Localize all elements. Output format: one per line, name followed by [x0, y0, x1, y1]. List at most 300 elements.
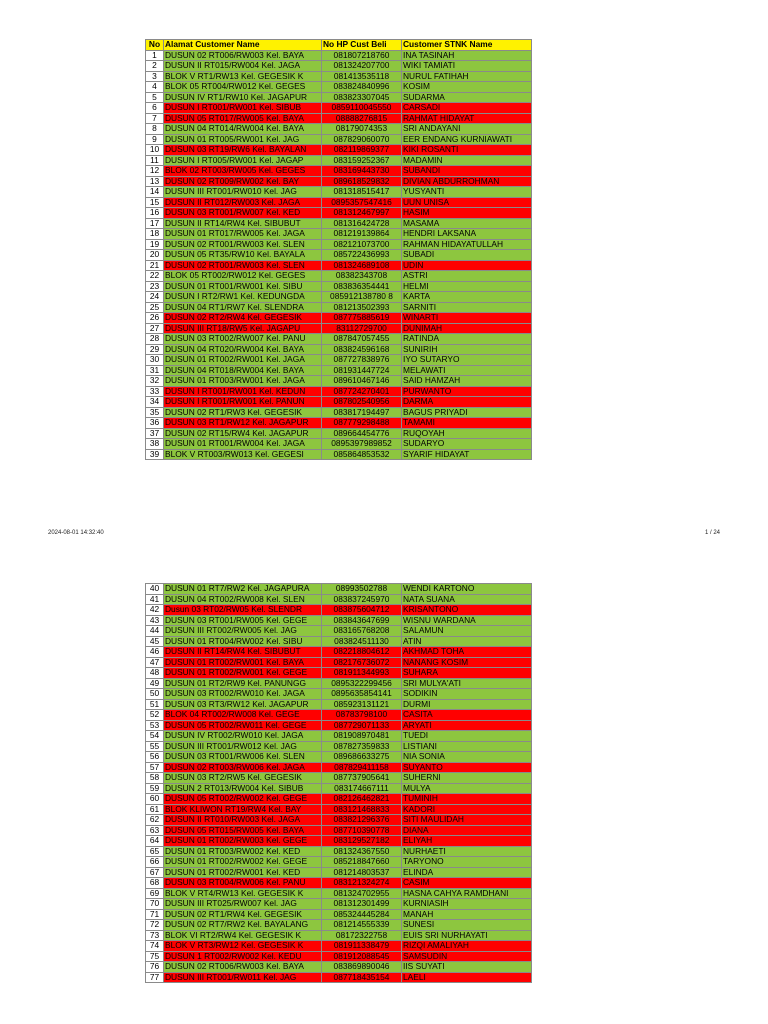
table-row — [146, 439, 532, 450]
customer-address: DUSUN 04 RT1/RW7 Kel. SLENDRA — [164, 302, 322, 313]
customer-address: DUSUN IV RT002/RW010 Kel. JAGA — [164, 731, 322, 742]
customer-phone: 083821296376 — [322, 815, 402, 826]
table-row — [146, 376, 532, 387]
customer-address: DUSUN 02 RT001/RW003 Kel. SLEN — [164, 239, 322, 250]
customer-stnk-name: IYO SUTARYO — [402, 355, 532, 366]
customer-address: DUSUN III RT002/RW005 Kel. JAG — [164, 626, 322, 637]
row-number: 75 — [146, 951, 164, 962]
table-row — [146, 762, 532, 773]
row-number: 25 — [146, 302, 164, 313]
customer-phone: 081312467997 — [322, 208, 402, 219]
customer-phone: 083817194497 — [322, 407, 402, 418]
customer-phone: 08783798100 — [322, 710, 402, 721]
row-number: 4 — [146, 82, 164, 93]
customer-phone: 0895397989852 — [322, 439, 402, 450]
customer-phone: 081213502393 — [322, 302, 402, 313]
row-number: 7 — [146, 113, 164, 124]
customer-phone: 083121468833 — [322, 804, 402, 815]
customer-phone: 0895322299456 — [322, 678, 402, 689]
customer-address: DUSUN 02 RT006/RW003 Kel. BAYA — [164, 962, 322, 973]
page-indicator: 1 / 24 — [704, 530, 720, 536]
customer-address: DUSUN III RT001/RW011 Kel. JAG — [164, 972, 322, 983]
row-number: 65 — [146, 846, 164, 857]
row-number: 6 — [146, 103, 164, 114]
customer-phone: 085912138780 8 — [322, 292, 402, 303]
row-number: 23 — [146, 281, 164, 292]
customer-stnk-name: NURHAETI — [402, 846, 532, 857]
row-number: 29 — [146, 344, 164, 355]
table-row — [146, 794, 532, 805]
customer-phone: 087847057455 — [322, 334, 402, 345]
customer-address: BLOK 05 RT004/RW012 Kel. GEGES — [164, 82, 322, 93]
row-number: 22 — [146, 271, 164, 282]
table-row — [146, 145, 532, 156]
customer-stnk-name: WENDI KARTONO — [402, 584, 532, 595]
row-number: 76 — [146, 962, 164, 973]
customer-phone: 081214803537 — [322, 867, 402, 878]
customer-stnk-name: SUNIRIH — [402, 344, 532, 355]
customer-phone: 081911338479 — [322, 941, 402, 952]
row-number: 24 — [146, 292, 164, 303]
table-row — [146, 187, 532, 198]
customer-address: DUSUN I RT001/RW001 Kel. SIBUB — [164, 103, 322, 114]
table-row — [146, 323, 532, 334]
row-number: 60 — [146, 794, 164, 805]
customer-phone: 081324702955 — [322, 888, 402, 899]
customer-phone: 083836354441 — [322, 281, 402, 292]
table-row — [146, 962, 532, 973]
table-row — [146, 878, 532, 889]
table-row — [146, 449, 532, 460]
customer-stnk-name: WIKI TAMIATI — [402, 61, 532, 72]
customer-phone: 08179074353 — [322, 124, 402, 135]
customer-address: DUSUN 01 RT005/RW001 Kel. JAG — [164, 134, 322, 145]
customer-stnk-name: SUBADI — [402, 250, 532, 261]
customer-stnk-name: RUQOYAH — [402, 428, 532, 439]
customer-stnk-name: HASNA CAHYA RAMDHANI — [402, 888, 532, 899]
row-number: 40 — [146, 584, 164, 595]
row-number: 1 — [146, 50, 164, 61]
customer-stnk-name: HASIM — [402, 208, 532, 219]
table-row — [146, 281, 532, 292]
row-number: 42 — [146, 605, 164, 616]
customer-address: DUSUN I RT2/RW1 Kel. KEDUNGDA — [164, 292, 322, 303]
customer-phone: 08382343708 — [322, 271, 402, 282]
customer-stnk-name: MULYA — [402, 783, 532, 794]
row-number: 17 — [146, 218, 164, 229]
customer-address: DUSUN 01 RT017/RW005 Kel. JAGA — [164, 229, 322, 240]
customer-phone: 081931447724 — [322, 365, 402, 376]
customer-phone: 085864853532 — [322, 449, 402, 460]
row-number: 16 — [146, 208, 164, 219]
row-number: 73 — [146, 930, 164, 941]
customer-phone: 087779298488 — [322, 418, 402, 429]
customer-stnk-name: KOSIM — [402, 82, 532, 93]
header-phone: No HP Cust Beli — [322, 40, 402, 51]
table-row — [146, 428, 532, 439]
row-number: 49 — [146, 678, 164, 689]
customer-address: DUSUN 01 RT003/RW002 Kel. KED — [164, 846, 322, 857]
customer-address: DUSUN II RT14/RW4 Kel. SIBUBUT — [164, 218, 322, 229]
customer-phone: 087727838976 — [322, 355, 402, 366]
customer-stnk-name: ATIN — [402, 636, 532, 647]
customer-stnk-name: LISTIANI — [402, 741, 532, 752]
header-no: No — [146, 40, 164, 51]
table-row — [146, 710, 532, 721]
customer-stnk-name: TARYONO — [402, 857, 532, 868]
row-number: 38 — [146, 439, 164, 450]
table-row — [146, 899, 532, 910]
row-number: 63 — [146, 825, 164, 836]
customer-stnk-name: TAMAMI — [402, 418, 532, 429]
table-row — [146, 657, 532, 668]
customer-stnk-name: INA TASINAH — [402, 50, 532, 61]
row-number: 32 — [146, 376, 164, 387]
row-number: 71 — [146, 909, 164, 920]
row-number: 52 — [146, 710, 164, 721]
customer-phone: 081312301499 — [322, 899, 402, 910]
customer-address: DUSUN IV RT1/RW10 Kel. JAGAPUR — [164, 92, 322, 103]
customer-address: DUSUN 02 RT1/RW4 Kel. GEGESIK — [164, 909, 322, 920]
customer-address: DUSUN 05 RT35/RW10 Kel. BAYALA — [164, 250, 322, 261]
table-row — [146, 909, 532, 920]
customer-stnk-name: SITI MAULIDAH — [402, 815, 532, 826]
customer-phone: 081324207700 — [322, 61, 402, 72]
customer-phone: 08993502788 — [322, 584, 402, 595]
customer-phone: 085923131121 — [322, 699, 402, 710]
customer-phone: 0895357547416 — [322, 197, 402, 208]
customer-stnk-name: SUNESI — [402, 920, 532, 931]
table-row — [146, 972, 532, 983]
customer-phone: 087802540956 — [322, 397, 402, 408]
customer-phone: 081807218760 — [322, 50, 402, 61]
customer-stnk-name: EUIS SRI NURHAYATI — [402, 930, 532, 941]
customer-address: BLOK 04 RT002/RW008 Kel. GEGE — [164, 710, 322, 721]
customer-address: BLOK KLIWON RT19/RW4 Kel. BAY — [164, 804, 322, 815]
table-row — [146, 615, 532, 626]
customer-address: DUSUN 03 RT19/RW6 Kel. BAYALAN — [164, 145, 322, 156]
customer-phone: 083129527182 — [322, 836, 402, 847]
customer-address: DUSUN 01 RT002/RW001 Kel. GEGE — [164, 668, 322, 679]
row-number: 36 — [146, 418, 164, 429]
table-row — [146, 365, 532, 376]
customer-stnk-name: DUNIMAH — [402, 323, 532, 334]
row-number: 67 — [146, 867, 164, 878]
row-number: 9 — [146, 134, 164, 145]
customer-address: BLOK V RT3/RW12 Kel. GEGESIK K — [164, 941, 322, 952]
table-row — [146, 271, 532, 282]
row-number: 48 — [146, 668, 164, 679]
table-row — [146, 857, 532, 868]
customer-stnk-name: YUSYANTI — [402, 187, 532, 198]
row-number: 31 — [146, 365, 164, 376]
table-row — [146, 783, 532, 794]
row-number: 64 — [146, 836, 164, 847]
customer-address: BLOK 02 RT003/RW005 Kel. GEGES — [164, 166, 322, 177]
customer-address: DUSUN 05 RT002/RW002 Kel. GEGE — [164, 794, 322, 805]
customer-stnk-name: SRI ANDAYANI — [402, 124, 532, 135]
customer-address: DUSUN 02 RT006/RW003 Kel. BAYA — [164, 50, 322, 61]
customer-phone: 083169443730 — [322, 166, 402, 177]
table-body — [146, 50, 532, 460]
customer-address: DUSUN 01 RT002/RW001 Kel. KED — [164, 867, 322, 878]
table-row — [146, 386, 532, 397]
customer-address: DUSUN 01 RT002/RW001 Kel. BAYA — [164, 657, 322, 668]
header-stnk-name: Customer STNK Name — [402, 40, 532, 51]
table-row — [146, 355, 532, 366]
customer-phone: 085324445284 — [322, 909, 402, 920]
customer-stnk-name: HENDRI LAKSANA — [402, 229, 532, 240]
row-number: 13 — [146, 176, 164, 187]
customer-address: DUSUN 02 RT001/RW003 Kel. SLEN — [164, 260, 322, 271]
customer-stnk-name: KRISANTONO — [402, 605, 532, 616]
table-row — [146, 773, 532, 784]
table-row — [146, 124, 532, 135]
table-row — [146, 208, 532, 219]
customer-address: DUSUN 04 RT020/RW004 Kel. BAYA — [164, 344, 322, 355]
customer-phone: 083824596168 — [322, 344, 402, 355]
row-number: 21 — [146, 260, 164, 271]
row-number: 19 — [146, 239, 164, 250]
row-number: 68 — [146, 878, 164, 889]
customer-address: DUSUN 01 RT001/RW001 Kel. SIBU — [164, 281, 322, 292]
customer-address: DUSUN II RT015/RW004 Kel. JAGA — [164, 61, 322, 72]
customer-address: DUSUN 02 RT7/RW2 Kel. BAYALANG — [164, 920, 322, 931]
table-row — [146, 260, 532, 271]
customer-phone: 087829060070 — [322, 134, 402, 145]
customer-stnk-name: SUDARMA — [402, 92, 532, 103]
customer-stnk-name: ASTRI — [402, 271, 532, 282]
table-row — [146, 668, 532, 679]
table-row — [146, 678, 532, 689]
table-row — [146, 218, 532, 229]
table-row — [146, 197, 532, 208]
customer-address: BLOK 05 RT002/RW012 Kel. GEGES — [164, 271, 322, 282]
customer-phone: 081324367550 — [322, 846, 402, 857]
customer-phone: 085722436993 — [322, 250, 402, 261]
row-number: 53 — [146, 720, 164, 731]
table-row — [146, 229, 532, 240]
row-number: 34 — [146, 397, 164, 408]
customer-stnk-name: SAMSUDIN — [402, 951, 532, 962]
row-number: 77 — [146, 972, 164, 983]
customer-phone: 083875604712 — [322, 605, 402, 616]
table-row — [146, 804, 532, 815]
customer-stnk-name: SRI MULYA'ATI — [402, 678, 532, 689]
customer-address: DUSUN 03 RT2/RW5 Kel. GEGESIK — [164, 773, 322, 784]
row-number: 74 — [146, 941, 164, 952]
customer-phone: 081316424728 — [322, 218, 402, 229]
table-body — [146, 584, 532, 983]
table-row — [146, 741, 532, 752]
table-row — [146, 239, 532, 250]
customer-stnk-name: PURWANTO — [402, 386, 532, 397]
customer-address: DUSUN 01 RT002/RW002 Kel. GEGE — [164, 857, 322, 868]
table-row — [146, 397, 532, 408]
customer-phone: 083159252367 — [322, 155, 402, 166]
customer-address: DUSUN 03 RT002/RW007 Kel. PANU — [164, 334, 322, 345]
customer-address: DUSUN III RT001/RW010 Kel. JAG — [164, 187, 322, 198]
customer-stnk-name: SUHARA — [402, 668, 532, 679]
table-row — [146, 647, 532, 658]
customer-stnk-name: MASAMA — [402, 218, 532, 229]
table-row — [146, 71, 532, 82]
customer-stnk-name: ELIYAH — [402, 836, 532, 847]
customer-stnk-name: HELMI — [402, 281, 532, 292]
table-row — [146, 334, 532, 345]
customer-stnk-name: ELINDA — [402, 867, 532, 878]
row-number: 14 — [146, 187, 164, 198]
customer-address: DUSUN 01 RT002/RW001 Kel. JAGA — [164, 355, 322, 366]
customer-phone: 081318515417 — [322, 187, 402, 198]
customer-phone: 083823307045 — [322, 92, 402, 103]
customer-phone: 087737905641 — [322, 773, 402, 784]
customer-address: BLOK VI RT2/RW4 Kel. GEGESIK K — [164, 930, 322, 941]
customer-address: DUSUN II RT14/RW4 Kel. SIBUBUT — [164, 647, 322, 658]
customer-stnk-name: CASITA — [402, 710, 532, 721]
table-row — [146, 155, 532, 166]
customer-stnk-name: SUBANDI — [402, 166, 532, 177]
customer-phone: 083824840996 — [322, 82, 402, 93]
customer-phone: 087710390778 — [322, 825, 402, 836]
customer-phone: 083121324274 — [322, 878, 402, 889]
row-number: 69 — [146, 888, 164, 899]
customer-stnk-name: WISNU WARDANA — [402, 615, 532, 626]
customer-stnk-name: SUDARYO — [402, 439, 532, 450]
customer-phone: 081912088545 — [322, 951, 402, 962]
customer-phone: 0859110045550 — [322, 103, 402, 114]
row-number: 20 — [146, 250, 164, 261]
table-row — [146, 176, 532, 187]
customer-stnk-name: RIZQI AMALIYAH — [402, 941, 532, 952]
table-row — [146, 61, 532, 72]
customer-address: DUSUN 03 RT3/RW12 Kel. JAGAPUR — [164, 699, 322, 710]
table-row — [146, 166, 532, 177]
customer-stnk-name: KADORI — [402, 804, 532, 815]
customer-stnk-name: DIVIAN ABDURROHMAN — [402, 176, 532, 187]
customer-address: DUSUN I RT001/RW001 Kel. KEDUN — [164, 386, 322, 397]
customer-phone: 082126462821 — [322, 794, 402, 805]
customer-phone: 089618529832 — [322, 176, 402, 187]
customer-phone: 081324689108 — [322, 260, 402, 271]
row-number: 5 — [146, 92, 164, 103]
customer-address: DUSUN 02 RT2/RW4 Kel. GEGESIK — [164, 313, 322, 324]
customer-address: DUSUN 03 RT001/RW007 Kel. KED — [164, 208, 322, 219]
customer-table-page-1 — [145, 39, 532, 460]
table-row — [146, 50, 532, 61]
row-number: 47 — [146, 657, 164, 668]
customer-phone: 087829411158 — [322, 762, 402, 773]
customer-phone: 082121073700 — [322, 239, 402, 250]
table-row — [146, 594, 532, 605]
table-row — [146, 689, 532, 700]
row-number: 37 — [146, 428, 164, 439]
customer-address: DUSUN 04 RT002/RW008 Kel. SLEN — [164, 594, 322, 605]
table-row — [146, 836, 532, 847]
row-number: 15 — [146, 197, 164, 208]
table-row — [146, 605, 532, 616]
row-number: 2 — [146, 61, 164, 72]
customer-stnk-name: RAHMAN HIDAYATULLAH — [402, 239, 532, 250]
table-row — [146, 825, 532, 836]
table-header-row — [146, 40, 532, 51]
customer-stnk-name: NIA SONIA — [402, 752, 532, 763]
table-row — [146, 731, 532, 742]
customer-address: BLOK V RT003/RW013 Kel. GEGESI — [164, 449, 322, 460]
customer-phone: 081911344993 — [322, 668, 402, 679]
customer-phone: 089664454776 — [322, 428, 402, 439]
customer-stnk-name: LAELI — [402, 972, 532, 983]
customer-address: DUSUN 05 RT017/RW005 Kel. BAYA — [164, 113, 322, 124]
customer-phone: 087729071133 — [322, 720, 402, 731]
customer-stnk-name: EER ENDANG KURNIAWATI — [402, 134, 532, 145]
customer-phone: 08888276815 — [322, 113, 402, 124]
row-number: 10 — [146, 145, 164, 156]
customer-address: DUSUN 02 RT15/RW4 Kel. JAGAPUR — [164, 428, 322, 439]
customer-stnk-name: NURUL FATIHAH — [402, 71, 532, 82]
customer-stnk-name: UUN UNISA — [402, 197, 532, 208]
customer-phone: 083869890046 — [322, 962, 402, 973]
row-number: 50 — [146, 689, 164, 700]
row-number: 39 — [146, 449, 164, 460]
customer-address: DUSUN I RT005/RW001 Kel. JAGAP — [164, 155, 322, 166]
customer-address: DUSUN 03 RT1/RW12 Kel. JAGAPUR — [164, 418, 322, 429]
customer-address: DUSUN II RT010/RW003 Kel. JAGA — [164, 815, 322, 826]
customer-phone: 089610467146 — [322, 376, 402, 387]
customer-stnk-name: CASIM — [402, 878, 532, 889]
table-row — [146, 92, 532, 103]
row-number: 45 — [146, 636, 164, 647]
row-number: 30 — [146, 355, 164, 366]
customer-stnk-name: MELAWATI — [402, 365, 532, 376]
customer-stnk-name: DARMA — [402, 397, 532, 408]
customer-stnk-name: KURNIASIH — [402, 899, 532, 910]
table-row — [146, 313, 532, 324]
table-row — [146, 846, 532, 857]
row-number: 41 — [146, 594, 164, 605]
table-row — [146, 103, 532, 114]
customer-stnk-name: DIANA — [402, 825, 532, 836]
table-row — [146, 302, 532, 313]
row-number: 27 — [146, 323, 164, 334]
customer-address: DUSUN 05 RT015/RW005 Kel. BAYA — [164, 825, 322, 836]
row-number: 61 — [146, 804, 164, 815]
customer-stnk-name: SAID HAMZAH — [402, 376, 532, 387]
customer-address: DUSUN 01 RT004/RW002 Kel. SIBU — [164, 636, 322, 647]
table-row — [146, 584, 532, 595]
customer-phone: 087718435154 — [322, 972, 402, 983]
customer-phone: 081219139864 — [322, 229, 402, 240]
row-number: 44 — [146, 626, 164, 637]
row-number: 43 — [146, 615, 164, 626]
customer-phone: 0895635854141 — [322, 689, 402, 700]
customer-stnk-name: ARYATI — [402, 720, 532, 731]
customer-stnk-name: BAGUS PRIYADI — [402, 407, 532, 418]
table-row — [146, 951, 532, 962]
customer-address: DUSUN 03 RT001/RW005 Kel. GEGE — [164, 615, 322, 626]
row-number: 72 — [146, 920, 164, 931]
table-row — [146, 930, 532, 941]
customer-address: DUSUN III RT025/RW007 Kel. JAG — [164, 899, 322, 910]
row-number: 26 — [146, 313, 164, 324]
row-number: 54 — [146, 731, 164, 742]
row-number: 56 — [146, 752, 164, 763]
customer-phone: 087724270401 — [322, 386, 402, 397]
customer-stnk-name: SODIKIN — [402, 689, 532, 700]
customer-stnk-name: CARSADI — [402, 103, 532, 114]
customer-stnk-name: SALAMUN — [402, 626, 532, 637]
customer-stnk-name: IIS SUYATI — [402, 962, 532, 973]
